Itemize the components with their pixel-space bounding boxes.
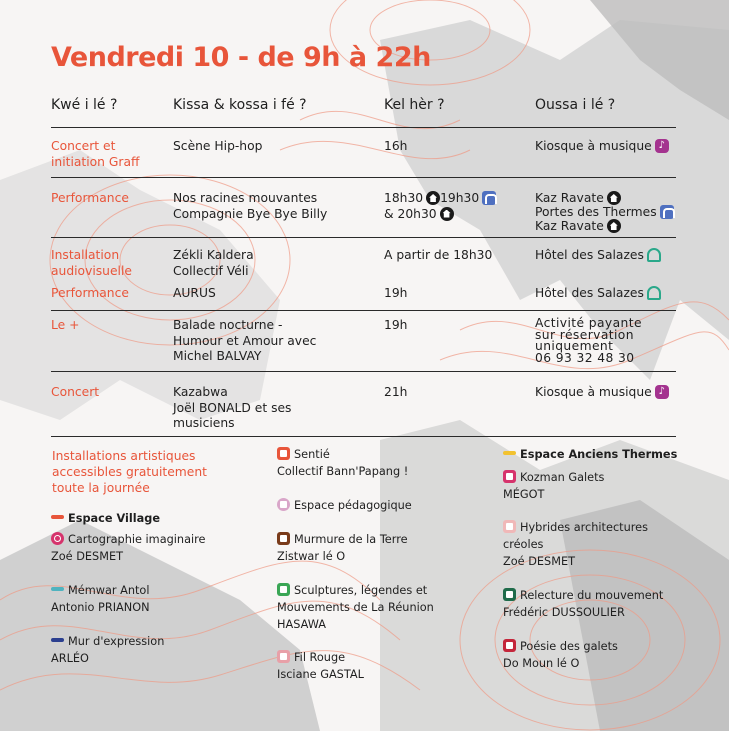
- house-icon: [440, 207, 454, 221]
- item-artist: MÉGOT: [503, 488, 545, 501]
- row-type: [51, 248, 132, 279]
- item-artist: Isciane GASTAL: [277, 668, 364, 681]
- item-title: Hybrides architectures: [520, 521, 648, 534]
- item-title: Relecture du mouvement: [520, 589, 664, 602]
- house-icon: [607, 219, 621, 233]
- door-icon: [660, 205, 674, 219]
- legend-item: [277, 497, 412, 514]
- row-what-line: Compagnie Bye Bye Billy: [173, 206, 328, 221]
- row-where: [535, 385, 669, 401]
- row-what-line: Kazabwa: [173, 385, 228, 399]
- table-rule: [51, 177, 676, 178]
- item-title: Mémwar Antol: [68, 584, 150, 597]
- row-what-line: Balade nocturne -: [173, 318, 283, 332]
- note-line: toute la journée: [52, 481, 150, 495]
- legend-item: [277, 531, 408, 565]
- table-rule: [51, 371, 676, 372]
- header-where: Oussa i lé ?: [535, 97, 616, 113]
- item-title: Kozman Galets: [520, 471, 605, 484]
- row-when: [384, 191, 496, 222]
- row-what: Scène Hip-hop: [173, 139, 263, 153]
- row-what: [173, 191, 327, 222]
- house-icon: [277, 447, 290, 460]
- row-type-line: Concert et: [51, 139, 116, 153]
- yellow-bar-icon: [503, 451, 516, 455]
- speaker-icon: [277, 532, 290, 545]
- legend-item: [503, 519, 648, 570]
- where-label: Kaz Ravate: [535, 219, 604, 233]
- row-what: [173, 318, 316, 365]
- heading-label: Espace Village: [68, 512, 160, 525]
- header-what: Kissa & kossa i fé ?: [173, 97, 307, 113]
- item-title: Sentié: [294, 448, 330, 461]
- music-icon: [655, 385, 669, 399]
- item-artist: ARLÉO: [51, 652, 89, 665]
- item-artist: Frédéric DUSSOULIER: [503, 606, 625, 619]
- row-where: [535, 248, 661, 264]
- espace-village-heading: [51, 510, 160, 527]
- item-title: Poésie des galets: [520, 640, 618, 653]
- where-line: sur réservation: [535, 327, 634, 342]
- dome-icon: [647, 286, 661, 300]
- table-rule: [51, 127, 676, 128]
- time-label: 18h30: [384, 191, 424, 205]
- row-type: Concert: [51, 385, 100, 399]
- legend-item: [503, 638, 618, 672]
- row-what-line: Joël BONALD et ses: [173, 400, 292, 415]
- note-line: Installations artistiques: [52, 449, 196, 463]
- music-icon: [655, 139, 669, 153]
- item-artist: Do Moun lé O: [503, 657, 580, 670]
- legend-item: [51, 531, 206, 565]
- heart-icon: [503, 639, 516, 652]
- item-title: Sculptures, légendes et: [294, 584, 428, 597]
- row-where: [535, 191, 674, 233]
- item-artist: Antonio PRIANON: [51, 601, 150, 614]
- item-title: Espace pédagogique: [294, 499, 412, 512]
- header-what-type: Kwé i lé ?: [51, 97, 118, 113]
- row-what-line: musiciens: [173, 416, 235, 430]
- where-label: Hôtel des Salazes: [535, 248, 644, 262]
- flower-icon: [277, 498, 290, 511]
- row-what: AURUS: [173, 286, 216, 300]
- where-line: uniquement: [535, 339, 614, 353]
- where-label: Portes des Thermes: [535, 205, 657, 219]
- target-icon: [51, 532, 64, 545]
- table-rule: [51, 310, 676, 311]
- navy-bar-icon: [51, 638, 64, 642]
- where-label: Hôtel des Salazes: [535, 286, 644, 300]
- item-artist: Collectif Bann'Papang !: [277, 465, 409, 478]
- door-icon: [482, 191, 496, 205]
- row-what: [173, 385, 291, 432]
- row-when: 16h: [384, 139, 408, 153]
- item-title: Fil Rouge: [294, 651, 346, 664]
- where-label: Kiosque à musique: [535, 385, 652, 399]
- item-artist: Zoé DESMET: [51, 550, 123, 563]
- page-title: Vendredi 10 - de 9h à 22h: [51, 42, 431, 73]
- row-when: 21h: [384, 385, 408, 399]
- legend-item: [277, 649, 364, 683]
- item-title-line2: Mouvements de La Réunion: [277, 601, 434, 614]
- red-bar-icon: [51, 515, 64, 519]
- item-artist: Zoé DESMET: [503, 555, 575, 568]
- dome-icon: [647, 248, 661, 262]
- item-artist: Zistwar lé O: [277, 550, 346, 563]
- row-what: [173, 248, 254, 279]
- item-title: Murmure de la Terre: [294, 533, 408, 546]
- row-type: Performance: [51, 286, 129, 300]
- item-artist: HASAWA: [277, 618, 326, 631]
- free-installations-note: [52, 448, 207, 496]
- legend-item: [277, 446, 408, 480]
- legend-item: [503, 469, 604, 503]
- time-label: & 20h30: [384, 206, 437, 221]
- legend-item: [51, 633, 164, 667]
- row-where: [535, 139, 669, 155]
- row-where: [535, 286, 661, 302]
- heading-label: Espace Anciens Thermes: [520, 448, 678, 461]
- row-when: 19h: [384, 318, 408, 332]
- teal-bar-icon: [51, 587, 64, 591]
- row-type-line: Installation: [51, 248, 120, 262]
- house-icon: [607, 191, 621, 205]
- row-what-line: Michel BALVAY: [173, 349, 262, 363]
- row-type: Le +: [51, 318, 80, 332]
- item-title: Mur d'expression: [68, 635, 165, 648]
- row-type-line: initiation Graff: [51, 154, 140, 169]
- row-type: Performance: [51, 191, 129, 205]
- row-what-line: Nos racines mouvantes: [173, 191, 318, 205]
- time-label: 19h30: [440, 191, 480, 205]
- row-what-line: Collectif Véli: [173, 263, 249, 278]
- legend-item: [277, 582, 434, 633]
- row-where: [535, 318, 642, 364]
- house-icon: [277, 650, 290, 663]
- house-icon: [503, 470, 516, 483]
- wave-icon: [503, 588, 516, 601]
- where-label: Kiosque à musique: [535, 139, 652, 153]
- table-rule: [51, 436, 676, 437]
- item-title-line2: créoles: [503, 538, 544, 551]
- house-icon: [426, 191, 440, 205]
- espace-anciens-thermes-heading: [503, 446, 677, 463]
- square-icon: [503, 520, 516, 533]
- where-label: Kaz Ravate: [535, 191, 604, 205]
- phone-number[interactable]: 06 93 32 48 30: [535, 350, 635, 365]
- row-when: 19h: [384, 286, 408, 300]
- table-rule: [51, 237, 676, 238]
- note-line: accessibles gratuitement: [52, 465, 207, 479]
- row-what-line: Humour et Amour avec: [173, 333, 317, 348]
- table-row-type: [51, 139, 139, 170]
- row-what-line: Zékli Kaldera: [173, 248, 254, 262]
- header-when: Kel hèr ?: [384, 97, 445, 113]
- row-when: A partir de 18h30: [384, 248, 493, 262]
- legend-item: [503, 587, 663, 621]
- legend-item: [51, 582, 150, 616]
- row-type-line: audiovisuelle: [51, 263, 132, 278]
- house-icon: [277, 583, 290, 596]
- where-line: Activité payante: [535, 316, 642, 330]
- item-title: Cartographie imaginaire: [68, 533, 206, 546]
